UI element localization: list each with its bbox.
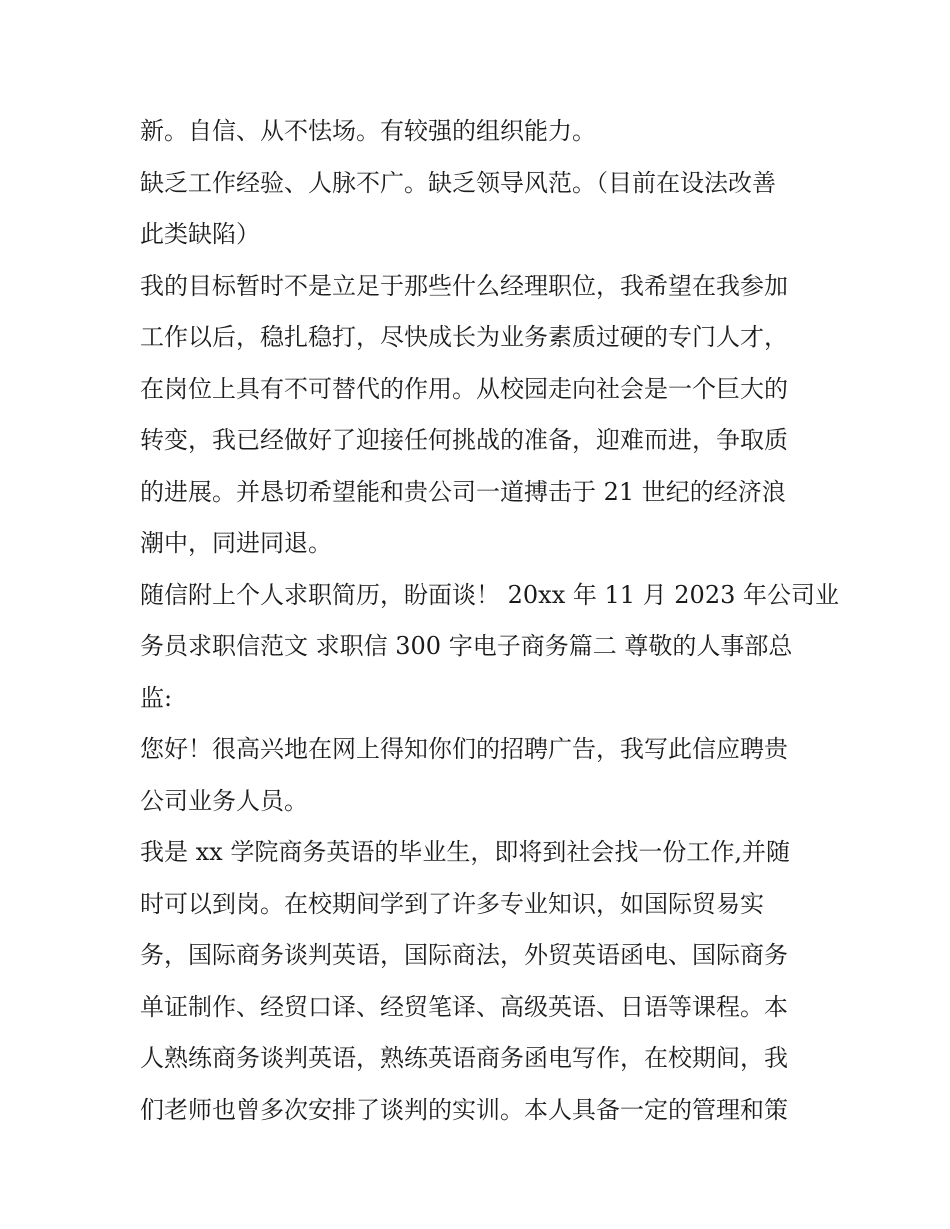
- text-line: 我是 xx 学院商务英语的毕业生，即将到社会找一份工作,并随: [140, 838, 790, 866]
- text-line: 们老师也曾多次安排了谈判的实训。本人具备一定的管理和策: [140, 1095, 788, 1124]
- text-line: 随信附上个人求职简历，盼面谈！ 20xx 年 11 月 2023 年公司业: [140, 580, 839, 609]
- text-line: 缺乏工作经验、人脉不广。缺乏领导风范。（目前在设法改善: [140, 168, 776, 197]
- text-line: 人熟练商务谈判英语，熟练英语商务函电写作，在校期间，我: [140, 1044, 788, 1072]
- text-line: 转变，我已经做好了迎接任何挑战的准备，迎难而进，争取质: [140, 426, 788, 454]
- text-line: 在岗位上具有不可替代的作用。从校园走向社会是一个巨大的: [140, 374, 788, 403]
- text-line: 潮中，同进同退。: [140, 529, 332, 557]
- text-line: 您好！很高兴地在网上得知你们的招聘广告，我写此信应聘贵: [140, 735, 788, 763]
- text-line: 务员求职信范文 求职信 300 字电子商务篇二 尊敬的人事部总: [140, 632, 793, 660]
- text-line: 务，国际商务谈判英语，国际商法，外贸英语函电、国际商务: [140, 941, 788, 969]
- text-line: 此类缺陷）: [140, 220, 260, 248]
- text-line: 的进展。并恳切希望能和贵公司一道搏击于 21 世纪的经济浪: [140, 477, 786, 506]
- text-line: 时可以到岗。在校期间学到了许多专业知识，如国际贸易实: [140, 889, 764, 918]
- text-line: 监:: [140, 683, 173, 712]
- body-text: [140, 106, 839, 1136]
- text-line: 工作以后，稳扎稳打，尽快成长为业务素质过硬的专门人才，: [140, 323, 788, 351]
- text-line: 公司业务人员。: [140, 786, 308, 815]
- text-line: 单证制作、经贸口译、经贸笔译、高级英语、日语等课程。本: [140, 992, 788, 1021]
- text-line: 新。自信、从不怯场。有较强的组织能力。: [140, 117, 596, 145]
- text-line: 我的目标暂时不是立足于那些什么经理职位，我希望在我参加: [140, 271, 788, 300]
